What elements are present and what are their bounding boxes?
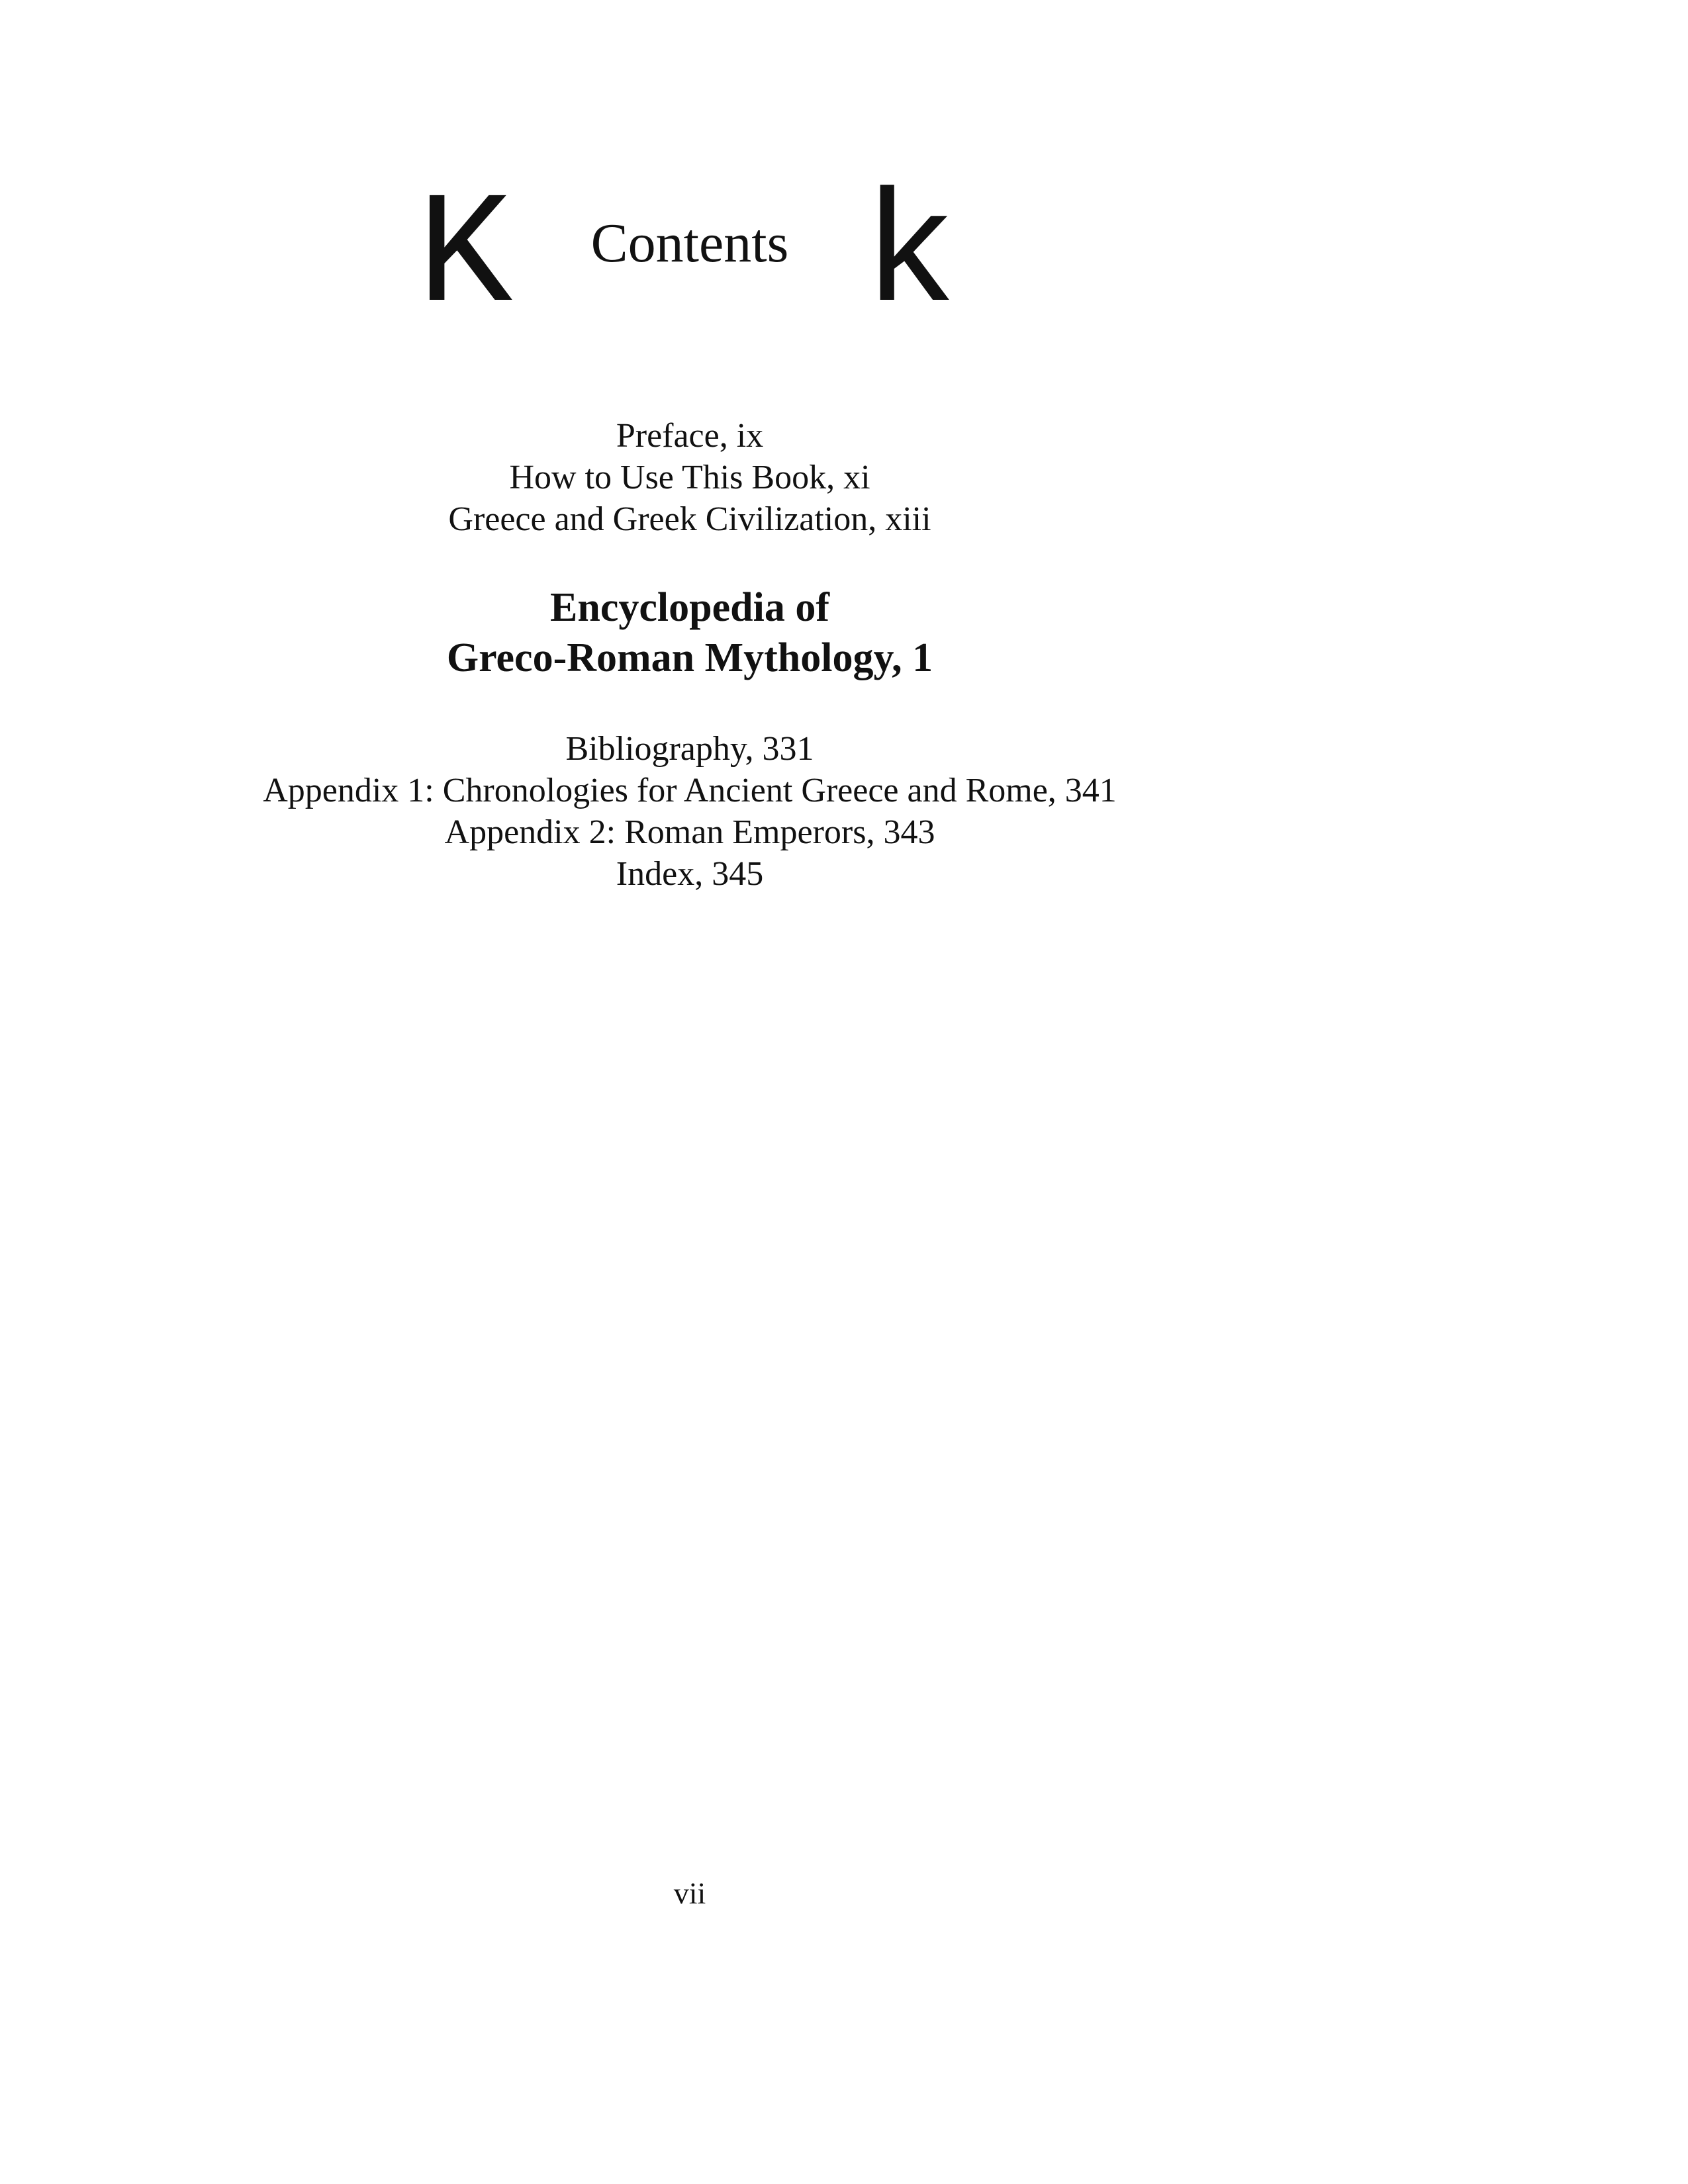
page-title: Contents [590, 212, 789, 274]
ornament-left-glyph: K [417, 168, 513, 348]
toc-entry-appendix-2: Appendix 2: Roman Emperors, 343 [444, 813, 935, 851]
main-entry-line-2: Greco-Roman Mythology, 1 [446, 635, 933, 680]
main-entry-line-1: Encyclopedia of [550, 585, 829, 630]
back-matter-list [0, 728, 1380, 895]
toc-entry-bibliography: Bibliography, 331 [565, 730, 814, 768]
main-entry-heading [0, 582, 1380, 683]
front-matter-list [0, 415, 1380, 540]
toc-entry-preface: Preface, ix [616, 417, 764, 455]
toc-entry-how-to-use: How to Use This Book, xi [509, 459, 870, 496]
page-number: vii [673, 1876, 706, 1910]
toc-entry-index: Index, 345 [616, 855, 764, 893]
toc-entry-appendix-1: Appendix 1: Chronologies for Ancient Greece and Rome, 341 [263, 772, 1117, 809]
contents-heading [0, 168, 1380, 348]
toc-entry-greece-civilization: Greece and Greek Civilization, xiii [448, 500, 931, 538]
ornament-right-glyph: k [862, 168, 958, 348]
